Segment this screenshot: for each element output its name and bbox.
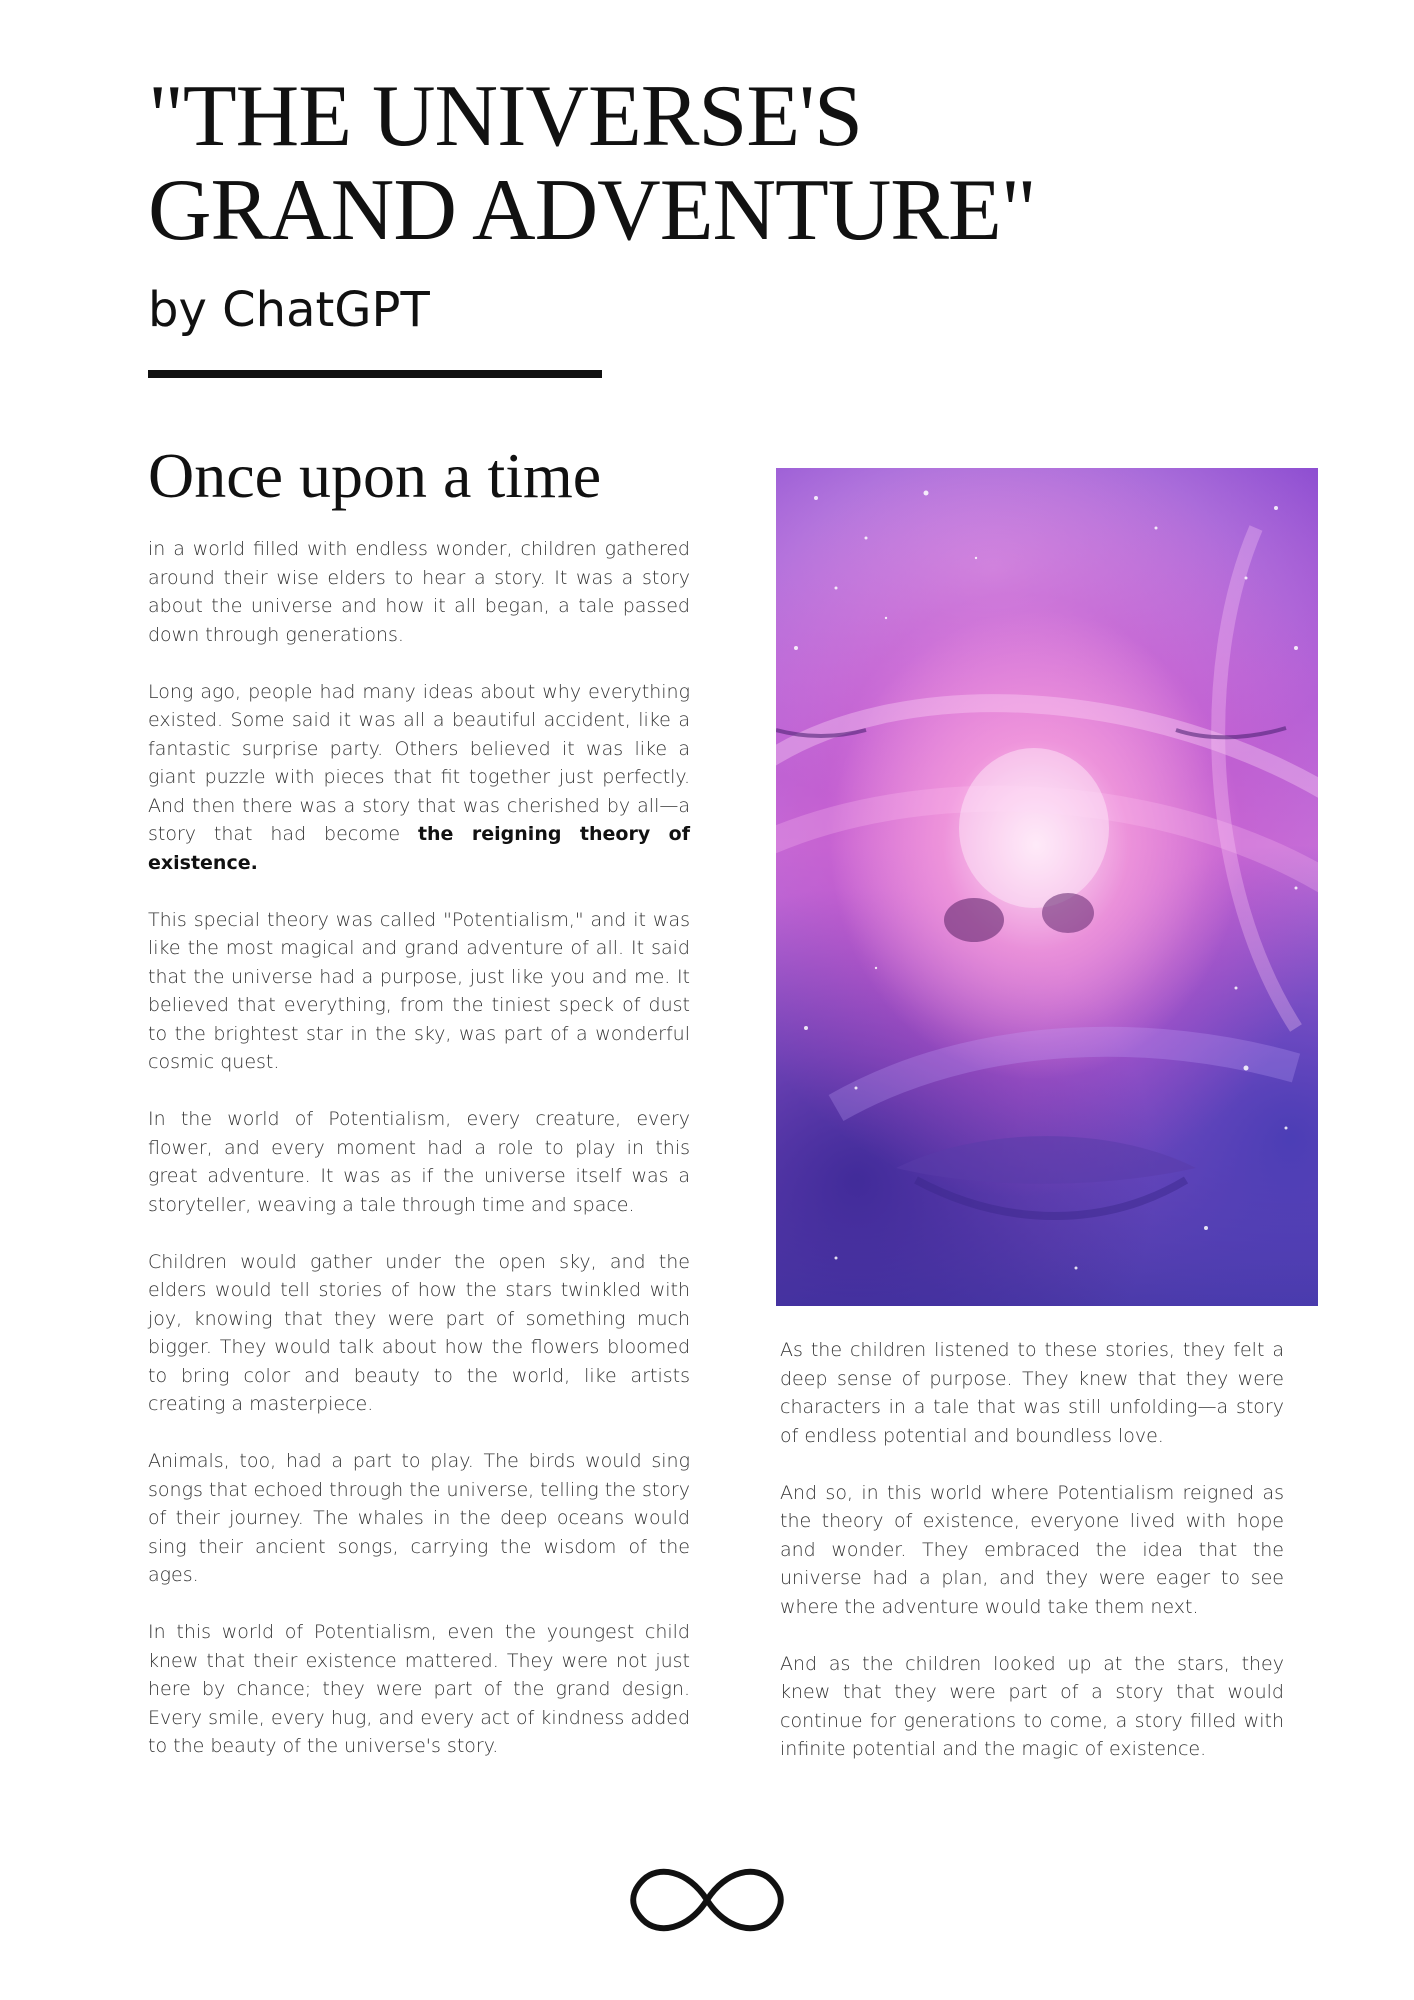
paragraph	[148, 678, 690, 878]
left-column	[148, 535, 690, 1789]
paragraph: In the world of Potentialism, every creature, every flower, and every moment had a role to play in this great adventure. It was as if the universe itself was a storyteller, weaving a tale through time and space.	[148, 1108, 690, 1216]
page-title: "THE UNIVERSE'S GRAND ADVENTURE"	[148, 68, 1036, 259]
paragraph: in a world filled with endless wonder, children gathered around their wise elders to hear a story. It was a story about the universe and how it all began, a tale passed down through generations.	[148, 538, 690, 646]
paragraph: As the children listened to these stories, they felt a deep sense of purpose. They knew that they were characters in a tale that was still unfolding—a story of endless potential and boundless love.	[780, 1339, 1284, 1447]
paragraph: In this world of Potentialism, even the youngest child knew that their existence mattered. They were not just here by chance; they were part of the grand design. Every smile, every hug, and every act of kindness added to the beauty of the universe's story.	[148, 1621, 690, 1757]
paragraph: Children would gather under the open sky, and the elders would tell stories of how the stars twinkled with joy, knowing that they were part of something much bigger. They would talk about how the flowers bloomed to bring color and beauty to the world, like artists creating a masterpiece.	[148, 1250, 690, 1415]
paragraph: This special theory was called "Potentialism," and it was like the most magical and grand adventure of all. It said that the universe had a purpose, just like you and me. It believed that everything, from the tiniest speck of dust to the brightest star in the sky, was part of a wonderful cosmic quest.	[148, 908, 690, 1073]
cosmic-face-illustration	[776, 468, 1318, 1306]
paragraph: And so, in this world where Potentialism reigned as the theory of existence, everyone lived with hope and wonder. They embraced the idea that the universe had a plan, and they were eager to see where the adventure would take them next.	[780, 1481, 1284, 1618]
cosmic-face-image	[776, 468, 1318, 1306]
right-column	[780, 1336, 1284, 1792]
section-heading: Once upon a time	[148, 440, 602, 511]
paragraph: Animals, too, had a part to play. The birds would sing songs that echoed through the universe, telling the story of their journey. The whales in the deep oceans would sing their ancient songs, carrying the wisdom of the ages.	[148, 1450, 690, 1586]
infinity-icon	[628, 1860, 786, 1940]
bold-phrase: the reigning theory of existence.	[148, 823, 691, 874]
paragraph: And as the children looked up at the stars, they knew that they were part of a story that would continue for generations to come, a story filled with infinite potential and the magic of existence.	[780, 1652, 1284, 1760]
title-divider	[148, 370, 602, 378]
paragraph-text: Long ago, people had many ideas about why everything existed. Some said it was all a beautiful accident, like a fantastic surprise party. Others believed it was like a giant puzzle with pieces that fit together just perfectly. And then there was a story that was cherished by all—a story that had become	[148, 680, 690, 845]
byline: by ChatGPT	[148, 282, 430, 338]
